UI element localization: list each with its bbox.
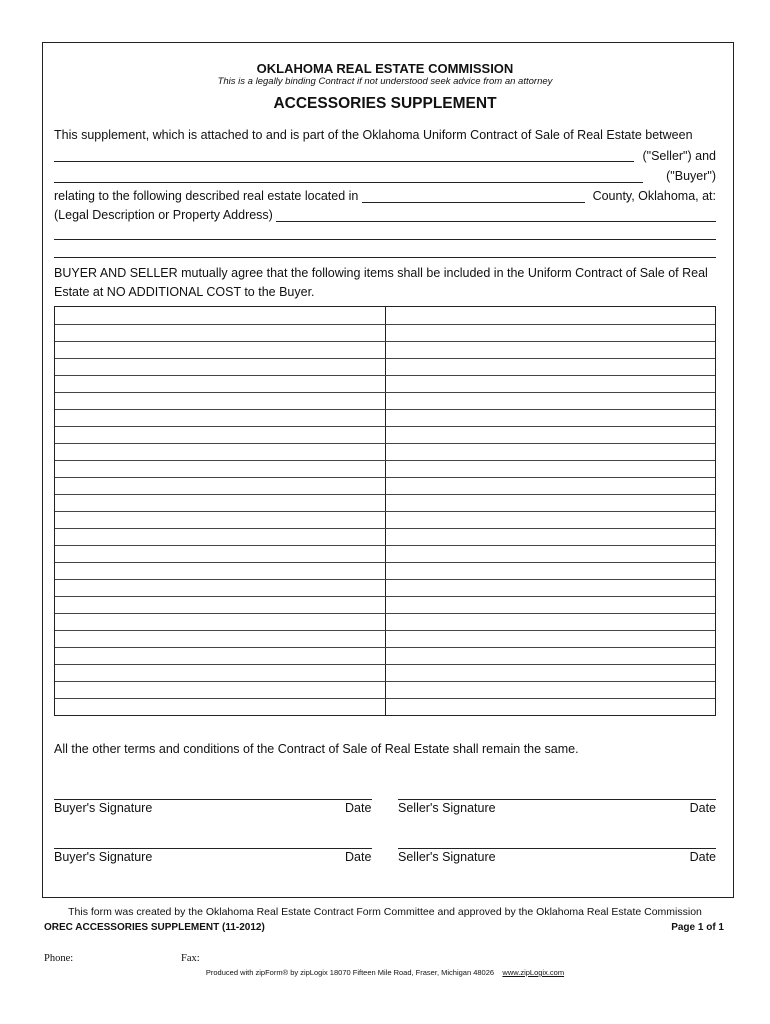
table-row	[55, 324, 715, 325]
commission-heading: OKLAHOMA REAL ESTATE COMMISSION	[256, 61, 514, 76]
table-row	[55, 562, 715, 563]
buyer-name-field[interactable]	[54, 182, 643, 183]
table-row	[55, 443, 715, 444]
table-row	[55, 392, 715, 393]
table-row	[55, 358, 715, 359]
legal-description-field-2[interactable]	[54, 239, 716, 240]
county-label: County, Oklahoma, at:	[592, 189, 716, 203]
legal-notice: This is a legally binding Contract if not understood seek advice from an attorney	[217, 76, 553, 87]
form-id: OREC ACCESSORIES SUPPLEMENT (11-2012)	[44, 922, 265, 933]
table-row	[55, 630, 715, 631]
phone-label: Phone:	[44, 953, 74, 964]
table-row	[55, 341, 715, 342]
produced-by-text: Produced with zipForm® by zipLogix 18070 Fifteen Mile Road, Fraser, Michigan 48026	[205, 968, 495, 977]
table-row	[55, 494, 715, 495]
footer-note: This form was created by the Oklahoma Real Estate Contract Form Committee and approved by the Oklahoma Real Estate Commission	[68, 906, 702, 918]
accessories-table[interactable]	[54, 306, 716, 716]
buyer-date-label-1: Date	[345, 801, 372, 815]
buyer-signature-line-2[interactable]	[54, 848, 372, 849]
seller-date-label-2: Date	[689, 850, 716, 864]
page-number: Page 1 of 1	[671, 922, 724, 933]
table-row	[55, 647, 715, 648]
buyer-signature-label-1: Buyer's Signature	[54, 801, 153, 815]
table-row	[55, 511, 715, 512]
agreement-text-line2: Estate at NO ADDITIONAL COST to the Buyer.	[54, 285, 315, 299]
ziplogix-link[interactable]: www.zipLogix.com	[502, 968, 565, 977]
table-row	[55, 579, 715, 580]
table-row	[55, 460, 715, 461]
table-row	[55, 681, 715, 682]
table-row	[55, 409, 715, 410]
closing-text: All the other terms and conditions of the Contract of Sale of Real Estate shall remain the same.	[54, 742, 579, 756]
table-row	[55, 545, 715, 546]
table-row	[55, 698, 715, 699]
seller-signature-line-2[interactable]	[398, 848, 716, 849]
seller-signature-label-2: Seller's Signature	[398, 850, 496, 864]
table-row	[55, 426, 715, 427]
table-row	[55, 664, 715, 665]
relating-label: relating to the following described real estate located in	[54, 189, 359, 203]
table-row	[55, 477, 715, 478]
buyer-date-label-2: Date	[345, 850, 372, 864]
seller-name-field[interactable]	[54, 161, 634, 162]
buyer-signature-label-2: Buyer's Signature	[54, 850, 153, 864]
fax-label: Fax:	[181, 953, 200, 964]
produced-by-line	[0, 968, 770, 977]
intro-text: This supplement, which is attached to and is part of the Oklahoma Uniform Contract of Sale of Real Estate between	[54, 128, 693, 142]
buyer-label: ("Buyer")	[666, 169, 716, 183]
table-row	[55, 613, 715, 614]
county-field[interactable]	[362, 202, 585, 203]
seller-signature-label-1: Seller's Signature	[398, 801, 496, 815]
table-row	[55, 528, 715, 529]
seller-signature-line-1[interactable]	[398, 799, 716, 800]
table-row	[55, 596, 715, 597]
seller-date-label-1: Date	[689, 801, 716, 815]
table-row	[55, 375, 715, 376]
seller-label: ("Seller") and	[642, 149, 716, 163]
legal-description-label: (Legal Description or Property Address)	[54, 208, 273, 222]
agreement-text-line1: BUYER AND SELLER mutually agree that the following items shall be included in the Uniform Contract of Sale of Real	[54, 266, 708, 280]
legal-description-field-3[interactable]	[54, 257, 716, 258]
form-title: ACCESSORIES SUPPLEMENT	[273, 95, 497, 112]
legal-description-field[interactable]	[276, 221, 716, 222]
buyer-signature-line-1[interactable]	[54, 799, 372, 800]
